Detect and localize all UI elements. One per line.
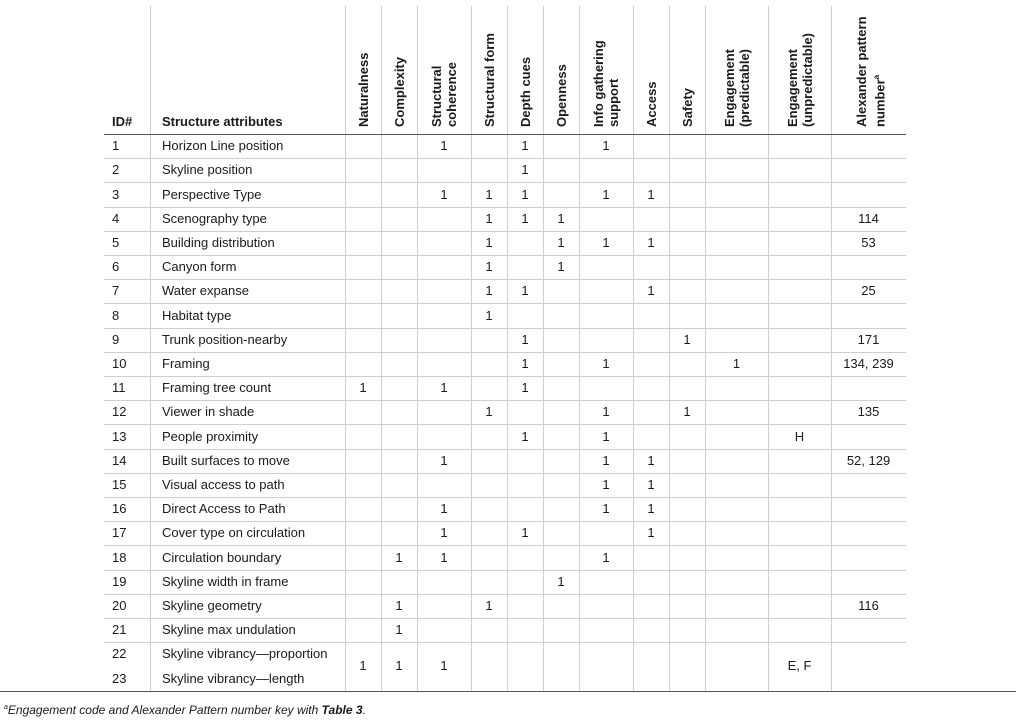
row-id: 23 [112,670,127,686]
row-id: 8 [112,307,120,323]
footnote-end: . [362,703,366,717]
row-attribute: Circulation boundary [162,549,282,565]
row-divider [104,303,906,304]
row-attribute: Skyline vibrancy—proportion [162,646,328,662]
row-attribute: Horizon Line position [162,138,284,154]
row-attribute: Visual access to path [162,476,285,492]
row-attribute: Built surfaces to move [162,452,290,468]
row-value: 1 [732,355,741,371]
row-attribute: Skyline geometry [162,597,262,613]
row-id: 17 [112,525,127,541]
column-divider [345,6,346,691]
column-divider [579,6,580,691]
row-attribute: Skyline max undulation [162,622,296,638]
row-value: 134, 239 [843,355,894,371]
row-value: 1 [521,138,529,154]
footnote-table-ref: Table 3 [321,703,363,717]
row-value: 1 [557,259,565,275]
table-footnote [4,703,366,717]
row-value: 1 [395,622,403,638]
header-structure-attributes: Structure attributes [162,114,283,129]
row-id: 11 [112,380,126,396]
row-value: 1 [557,210,565,226]
row-id: 6 [112,259,120,275]
row-value: H [794,428,805,444]
row-value: 171 [857,331,880,347]
column-divider [471,6,472,691]
row-divider [104,255,906,256]
column-header-3 [429,62,459,127]
column-divider [705,6,706,691]
row-id: 15 [112,476,127,492]
row-value: 1 [647,476,655,492]
row-attribute: People proximity [162,428,259,444]
column-header-line: Engagement [784,48,800,127]
row-value: 1 [485,259,493,275]
row-id: 16 [112,501,127,517]
row-attribute: Building distribution [162,234,275,250]
row-attribute: Framing tree count [162,380,272,396]
column-header-line: Structural form [481,33,497,127]
column-header-line: Naturalness [355,52,371,127]
column-header-line: support [606,78,621,127]
row-value: 1 [521,283,529,299]
row-divider [104,376,906,377]
row-value: 1 [557,234,565,250]
column-header-line: Engagement [721,48,737,127]
row-value: 1 [485,404,493,420]
footnote-text: Engagement code and Alexander Pattern number key with [7,703,322,717]
row-value: 1 [602,138,610,154]
row-id: 3 [112,186,120,202]
row-attribute: Framing [162,355,210,371]
row-divider [104,618,906,619]
row-divider [104,400,906,401]
column-header-line: (unpredictable) [799,33,815,127]
row-divider [104,158,906,159]
column-header-line: Depth cues [517,56,533,127]
row-value: 1 [602,186,610,202]
row-value: 1 [521,162,529,178]
merged-row-value: 1 [440,658,448,674]
row-value: 1 [602,404,610,420]
column-header-line: number$^a$ [871,74,887,127]
row-value: 1 [557,573,565,589]
row-divider [104,207,906,208]
row-value: 1 [485,234,493,250]
row-attribute: Skyline position [162,162,253,178]
column-header-line: Access [643,81,659,127]
column-header-line: coherence [444,61,459,127]
row-divider [104,231,906,232]
row-value: 1 [440,501,448,517]
row-divider [104,279,906,280]
row-attribute: Cover type on circulation [162,525,306,541]
column-header-sup: a [871,74,881,80]
row-value: 1 [602,476,610,492]
row-attribute: Habitat type [162,307,232,323]
row-id: 18 [112,549,127,565]
row-id: 13 [112,428,127,444]
column-header-4 [482,33,497,127]
row-divider [104,182,906,183]
row-value: 1 [521,331,529,347]
column-divider [768,6,769,691]
row-value: 1 [647,501,655,517]
column-header-1 [356,53,371,127]
column-divider [633,6,634,691]
row-value: 1 [359,380,367,396]
column-header-6 [554,64,569,127]
column-divider [669,6,670,691]
row-divider [104,521,906,522]
column-header-line: Openness [553,64,569,127]
row-value: 1 [485,186,493,202]
row-id: 20 [112,597,127,613]
row-value: 25 [861,283,876,299]
row-value: 1 [440,186,448,202]
row-id: 4 [112,210,120,226]
column-header-9 [680,88,695,127]
row-attribute: Skyline width in frame [162,573,289,589]
row-value: 1 [485,210,493,226]
row-id: 5 [112,234,120,250]
row-attribute: Water expanse [162,283,249,299]
row-id: 21 [112,622,127,638]
row-value: 52, 129 [846,452,891,468]
row-value: 1 [521,380,529,396]
row-value: 1 [440,549,448,565]
merged-row-value: 1 [359,658,367,674]
column-header-7 [591,40,621,127]
row-value: 1 [521,210,529,226]
column-header-8 [644,81,659,127]
row-id: 9 [112,331,120,347]
row-divider [104,642,906,643]
row-value: 1 [485,307,493,323]
row-divider [104,570,906,571]
row-value: 1 [647,186,655,202]
column-header-line: Structural [429,65,444,127]
row-attribute: Viewer in shade [162,404,255,420]
row-value: 1 [521,186,529,202]
merged-row-value: 1 [395,658,403,674]
row-value: 1 [647,283,655,299]
column-header-2 [392,57,407,127]
row-value: 1 [485,597,493,613]
header-id: ID# [112,114,133,129]
row-attribute: Canyon form [162,259,237,275]
row-value: 1 [683,404,691,420]
row-value: 1 [602,452,610,468]
row-value: 1 [521,428,529,444]
column-divider [381,6,382,691]
row-value: 1 [440,452,448,468]
row-divider [104,594,906,595]
row-id: 7 [112,283,120,299]
row-value: 1 [485,283,493,299]
row-divider [104,328,906,329]
row-divider [104,352,906,353]
row-value: 135 [857,404,880,420]
row-attribute: Direct Access to Path [162,501,286,517]
row-attribute: Trunk position-nearby [162,331,288,347]
row-value: 1 [521,525,529,541]
row-value: 1 [602,501,610,517]
column-header-line: Safety [679,87,695,127]
row-value: 116 [858,597,879,613]
row-value: 1 [440,525,448,541]
merged-row-value: E, F [787,658,812,674]
column-divider [150,6,151,691]
row-value: 1 [440,380,448,396]
row-divider [104,545,906,546]
row-value: 1 [647,452,655,468]
row-value: 1 [602,428,610,444]
column-divider [507,6,508,691]
column-divider [831,6,832,691]
row-value: 1 [395,549,403,565]
column-divider [417,6,418,691]
table-bottom-rule [0,691,1016,692]
row-divider [104,473,906,474]
footnote-marker: a [4,704,8,711]
row-attribute: Scenography type [162,210,267,226]
row-id: 14 [112,452,127,468]
row-id: 2 [112,162,120,178]
row-value: 114 [858,210,879,226]
column-header-line: Info gathering [591,40,606,127]
column-header-line: Complexity [391,56,407,127]
row-id: 19 [112,573,127,589]
column-header-line: Alexander pattern [853,16,869,127]
column-header-10 [722,49,752,127]
row-value: 1 [602,549,610,565]
row-id: 1 [112,138,120,154]
row-value: 1 [647,234,655,250]
row-value: 1 [647,525,655,541]
row-divider [104,497,906,498]
row-attribute: Skyline vibrancy—length [162,670,305,686]
row-divider [104,424,906,425]
row-id: 22 [112,646,127,662]
column-header-12 [854,16,887,127]
row-value: 53 [861,234,876,250]
column-header-11 [785,33,815,127]
column-header-5 [518,57,533,127]
row-attribute: Perspective Type [162,186,262,202]
row-value: 1 [440,138,448,154]
column-header-line: (predictable) [736,48,752,127]
row-id: 12 [112,404,127,420]
row-id: 10 [112,355,127,371]
row-value: 1 [521,355,529,371]
row-value: 1 [395,597,403,613]
header-rule [104,134,906,135]
row-value: 1 [683,331,691,347]
row-value: 1 [602,355,610,371]
row-divider [104,449,906,450]
row-value: 1 [602,234,610,250]
